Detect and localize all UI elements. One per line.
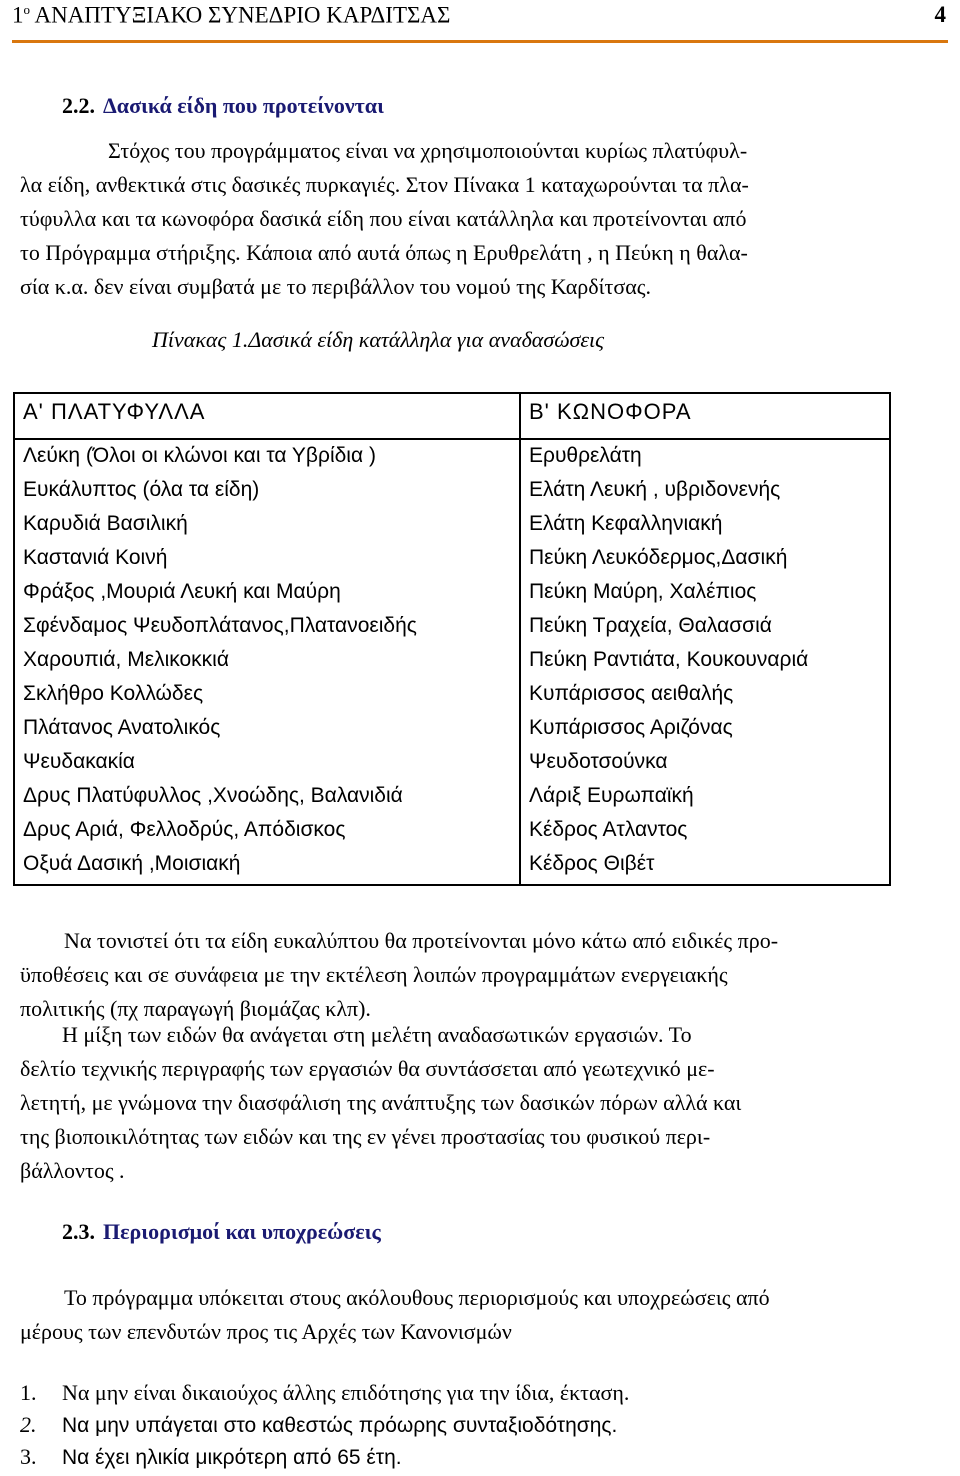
- table-cell: Πεύκη Μαύρη, Χαλέπιος: [529, 580, 757, 603]
- species-table: [13, 392, 891, 886]
- title-ordinal-suffix: ο: [23, 2, 30, 17]
- conifer-header: Β' ΚΩΝΟΦΟΡΑ: [529, 399, 692, 424]
- table-cell: Σκλήθρο Κολλώδες: [23, 682, 204, 705]
- table-cell: Λεύκη (Όλοι οι κλώνοι και τα Υβρίδια ): [23, 444, 376, 467]
- paragraph-line: το Πρόγραμμα στήριξης. Κάποια από αυτά όπως η Ερυθρελάτη , η Πεύκη η θαλα-: [20, 240, 748, 265]
- section-title: Δασικά είδη που προτείνονται: [103, 93, 384, 118]
- table-cell: Πλάτανος Ανατολικός: [23, 716, 221, 739]
- mixing-paragraph: [20, 1018, 940, 1188]
- list-item: 3. Να έχει ηλικία μικρότερη από 65 έτη.: [20, 1444, 402, 1469]
- paragraph-line: μέρους των επενδυτών προς τις Αρχές των Κανονισμών: [20, 1319, 512, 1344]
- broadleaf-column: [15, 394, 521, 884]
- table-cell: Καρυδιά Βασιλική: [23, 512, 188, 535]
- table-cell: Σφένδαμος Ψευδοπλάτανος,Πλατανοειδής: [23, 614, 417, 637]
- conference-title: [12, 2, 450, 29]
- table-cell: Καστανιά Κοινή: [23, 546, 168, 569]
- page-number: 4: [934, 2, 946, 27]
- eucalyptus-note: [20, 924, 940, 1026]
- intro-paragraph: [20, 134, 940, 304]
- paragraph-line: πολιτικής (πχ παραγωγή βιομάζας κλπ).: [20, 996, 371, 1021]
- table-cell: Κέδρος Ατλαντος: [529, 818, 688, 841]
- page-header: [12, 0, 948, 43]
- table-cell: Χαρουπιά, Μελικοκκιά: [23, 648, 229, 671]
- paragraph-line: Η μίξη των ειδών θα ανάγεται στη μελέτη αναδασωτικών εργασιών. Το: [62, 1022, 692, 1047]
- header-divider: [15, 438, 519, 440]
- table-cell: Πεύκη Λευκόδερμος,Δασική: [529, 546, 788, 569]
- paragraph-line: σία κ.α. δεν είναι συμβατά με το περιβάλλον του νομού της Καρδίτσας.: [20, 274, 651, 299]
- table-cell: Πεύκη Ραντιάτα, Κουκουναριά: [529, 648, 809, 671]
- table-cell: Ευκάλυπτος (όλα τα είδη): [23, 478, 260, 501]
- table-cell: Κυπάρισσος Αριζόνας: [529, 716, 733, 739]
- broadleaf-header: Α' ΠΛΑΤΥΦΥΛΛΑ: [23, 399, 206, 424]
- table-cell: Ψευδακακία: [23, 750, 135, 773]
- table-cell: Ερυθρελάτη: [529, 444, 642, 467]
- table-cell: Κέδρος Θιβέτ: [529, 852, 655, 875]
- paragraph-line: λετητή, με γνώμονα την διασφάλιση της ανάπτυξης των δασικών πόρων αλλά και: [20, 1090, 742, 1115]
- header-divider: [521, 438, 889, 440]
- title-ordinal: 1: [12, 2, 24, 28]
- table-cell: Δρυς Πλατύφυλλος ,Χνοώδης, Βαλανιδιά: [23, 784, 403, 807]
- paragraph-line: Το πρόγραμμα υπόκειται στους ακόλουθους περιορισμούς και υποχρεώσεις από: [64, 1285, 770, 1310]
- table-cell: Κυπάρισσος αειθαλής: [529, 682, 734, 705]
- section-title: Περιορισμοί και υποχρεώσεις: [103, 1219, 381, 1244]
- table-cell: Δρυς Αριά, Φελλοδρύς, Απόδισκος: [23, 818, 346, 841]
- section-heading-2-2: [62, 93, 384, 119]
- paragraph-line: της βιοποικιλότητας των ειδών και της εν γένει προστασίας του φυσικού περι-: [20, 1124, 711, 1149]
- section-number: 2.3.: [62, 1219, 95, 1244]
- title-text: ΑΝΑΠΤΥΞΙΑΚΟ ΣΥΝΕΔΡΙΟ ΚΑΡΔΙΤΣΑΣ: [30, 2, 451, 28]
- list-item: 1. Να μην είναι δικαιούχος άλλης επιδότησης για την ίδια, έκταση.: [20, 1380, 630, 1405]
- list-item: 2. Να μην υπάγεται στο καθεστώς πρόωρης συνταξιοδότησης.: [20, 1412, 618, 1437]
- table-cell: Πεύκη Τραχεία, Θαλασσιά: [529, 614, 772, 637]
- paragraph-line: δελτίο τεχνικής περιγραφής των εργασιών θα συντάσσεται από γεωτεχνικό με-: [20, 1056, 715, 1081]
- table-cell: Ψευδοτσούνκα: [529, 750, 668, 773]
- paragraph-line: ϋποθέσεις και σε συνάφεια με την εκτέλεση λοιπών προγραμμάτων ενεργειακής: [20, 962, 728, 987]
- table-cell: Ελάτη Κεφαλληνιακή: [529, 512, 723, 535]
- obligations-intro: [20, 1281, 940, 1349]
- table-cell: Οξυά Δασική ,Μοισιακή: [23, 852, 241, 875]
- table-cell: Λάριξ Ευρωπαϊκή: [529, 784, 694, 807]
- paragraph-line: Στόχος του προγράμματος είναι να χρησιμοποιούνται κυρίως πλατύφυλ-: [108, 138, 748, 163]
- paragraph-line: λα είδη, ανθεκτικά στις δασικές πυρκαγιές. Στον Πίνακα 1 καταχωρούνται τα πλα-: [20, 172, 749, 197]
- paragraph-line: τύφυλλα και τα κωνοφόρα δασικά είδη που είναι κατάλληλα και προτείνονται από: [20, 206, 747, 231]
- table-caption: Πίνακας 1.Δασικά είδη κατάλληλα για αναδασώσεις: [152, 327, 605, 352]
- paragraph-line: Να τονιστεί ότι τα είδη ευκαλύπτου θα προτείνονται μόνο κάτω από ειδικές προ-: [64, 928, 779, 953]
- table-cell: Ελάτη Λευκή , υβριδονενής: [529, 478, 781, 501]
- section-number: 2.2.: [62, 93, 95, 118]
- paragraph-line: βάλλοντος .: [20, 1158, 125, 1183]
- table-cell: Φράξος ,Μουριά Λευκή και Μαύρη: [23, 580, 341, 603]
- section-heading-2-3: [62, 1219, 381, 1245]
- conifer-column: [521, 394, 889, 884]
